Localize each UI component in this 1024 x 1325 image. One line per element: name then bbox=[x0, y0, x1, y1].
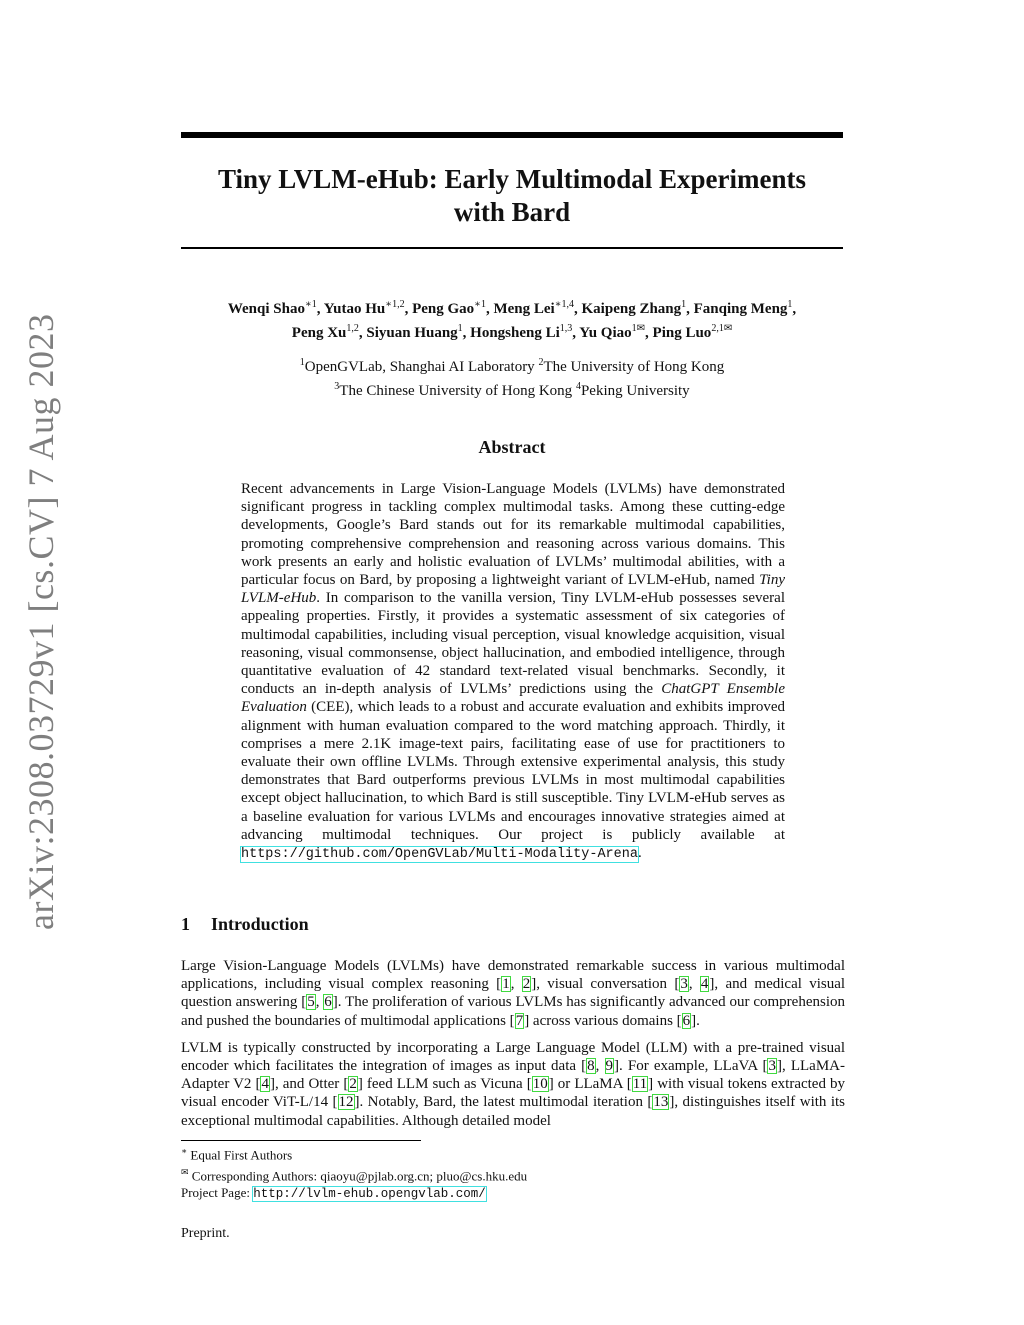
footnote-project-page: Project Page: http://lvlm-ehub.opengvlab.com/ bbox=[181, 1184, 486, 1201]
author: Peng Gao$^{∗1}$, bbox=[412, 299, 494, 317]
citation-link[interactable]: 3 bbox=[768, 1058, 776, 1075]
title-top-rule bbox=[181, 132, 843, 138]
citation-link[interactable]: 13 bbox=[653, 1094, 669, 1111]
paragraph: LVLM is typically constructed by incorporating a Large Language Model (LLM) with a pre-trained visual encoder which facilitates the integration of images as input data [8, 9]. For example, LLaVA [3], LLaMA-Adapter V2 [4], and Otter [2] feed LLM such as Vicuna [10] or LLaMA [11] with visual tokens extracted by visual encoder ViT-L/14 [12]. Notably, Bard, the latest multimodal iteration [13], distinguishes itself with its exceptional multimodal capabilities. Although detailed model bbox=[181, 1039, 846, 1129]
github-link[interactable]: https://github.com/OpenGVLab/Multi-Modality-Arena bbox=[241, 847, 638, 863]
author-list bbox=[181, 295, 843, 343]
citation-link[interactable]: 1 bbox=[502, 976, 510, 993]
citation-link[interactable]: 8 bbox=[587, 1058, 595, 1075]
author: Hongsheng Li$^{1,3}$, bbox=[470, 323, 580, 341]
project-page-link[interactable]: http://lvlm-ehub.opengvlab.com/ bbox=[253, 1186, 486, 1201]
author: Ping Luo$^{2,1✉}$ bbox=[652, 323, 733, 341]
citation-link[interactable]: 6 bbox=[682, 1012, 691, 1029]
title-line-2: with Bard bbox=[453, 197, 571, 227]
citation-link[interactable]: 7 bbox=[515, 1012, 524, 1029]
author: Yu Qiao$^{1✉}$, bbox=[579, 323, 653, 341]
section-number: 1 bbox=[181, 914, 190, 934]
affiliation: $^4$Peking University bbox=[575, 381, 690, 399]
footnote-rule bbox=[181, 1140, 421, 1141]
footnotes bbox=[181, 1143, 843, 1202]
citation-link[interactable]: 6 bbox=[324, 994, 332, 1011]
citation-link[interactable]: 12 bbox=[338, 1094, 354, 1111]
abstract-heading: Abstract bbox=[478, 437, 546, 457]
section-title: Introduction bbox=[211, 914, 309, 934]
footnote-corresponding: ✉ Corresponding Authors: qiaoyu@pjlab.org.cn; pluo@cs.hku.edu bbox=[181, 1166, 528, 1184]
author: Wenqi Shao$^{∗1}$, bbox=[227, 299, 324, 317]
affiliations bbox=[181, 353, 843, 401]
preprint-label: Preprint. bbox=[181, 1226, 230, 1241]
author: Yutao $Hu^{∗1,2}$, bbox=[323, 299, 413, 317]
introduction-body bbox=[181, 957, 845, 1139]
author: Peng Xu$^{1,2}$, bbox=[291, 323, 367, 341]
affiliation: $^1$OpenGVLab, Shanghai AI Laboratory bbox=[299, 357, 539, 375]
envelope-icon: ✉ bbox=[181, 1166, 189, 1177]
citation-link[interactable]: 4 bbox=[261, 1076, 269, 1093]
citation-link[interactable]: 10 bbox=[532, 1076, 548, 1093]
paper-title bbox=[181, 163, 843, 229]
title-line-1: Tiny LVLM-eHub: Early Multimodal Experiments bbox=[217, 164, 807, 194]
arxiv-identifier: arXiv:2308.03729v1 [cs.CV] 7 Aug 2023 bbox=[21, 313, 61, 930]
citation-link[interactable]: 2 bbox=[349, 1076, 357, 1093]
paragraph: Large Vision-Language Models (LVLMs) have demonstrated remarkable success in various multimodal applications, including visual complex reasoning [1, 2], visual conversation [3, 4], and medical visual question answering [5, 6]. The proliferation of various LVLMs has significantly advanced our comprehension and pushed the boundaries of multimodal applications [7] across various domains [6]. bbox=[181, 958, 846, 1029]
affiliation: $^2$The University of Hong Kong bbox=[538, 357, 725, 375]
title-bottom-rule bbox=[181, 247, 843, 249]
citation-link[interactable]: 2 bbox=[522, 976, 531, 993]
citation-link[interactable]: 3 bbox=[680, 976, 688, 993]
abstract-text: Recent advancements in Large Vision-Language Models (LVLMs) have demonstrated significant progress in tackling complex multimodal tasks. Among these cutting-edge developments, Google’s Bard stands out for its remarkable multimodal capabilities, promoting comprehensive comprehension and reasoning across various domains. This work presents an early and holistic evaluation of LVLMs’ multimodal abilities, with a particular focus on Bard, by proposing a lightweight variant of LVLM-eHub, named Tiny LVLM-eHub. In comparison to the vanilla version, Tiny LVLM-eHub possesses several appealing properties. Firstly, it provides a systematic assessment of six categories of multimodal capabilities, including visual perception, visual knowledge acquisition, visual reasoning, visual commonsense, object hallucination, and embodied intelligence, through quantitative evaluation of 42 standard text-related visual benchmarks. Secondly, it conducts an in-depth analysis of LVLMs’ predictions using the ChatGPT Ensemble Evaluation (CEE), which leads to a robust and accurate evaluation and exhibits improved alignment with human evaluation compared to the word matching approach. Thirdly, it comprises a mere 2.1K image-text pairs, facilitating ease of use for practitioners to evaluate their own offline LVLMs. Through extensive experimental analysis, this study demonstrates that Bard outperforms previous LVLMs in most multimodal capabilities except object hallucination, to which Bard is still susceptible. Tiny LVLM-eHub serves as a baseline evaluation for various LVLMs and encourages innovative strategies aimed at advancing multimodal techniques. Our project is publicly available at https://github.com/OpenGVLab/Multi-Modality-Arena. bbox=[241, 481, 785, 863]
citation-link[interactable]: 4 bbox=[700, 976, 709, 993]
author: Siyuan Huang$^1$, bbox=[366, 323, 471, 341]
citation-link[interactable]: 5 bbox=[307, 994, 315, 1011]
affiliation: $^3$The Chinese University of Hong Kong bbox=[334, 381, 576, 399]
section-heading-introduction bbox=[181, 914, 309, 935]
author: Meng Lei$^{∗1,4}$, bbox=[493, 299, 582, 317]
author: Kaipeng Zhang$^1$, bbox=[581, 299, 694, 317]
citation-link[interactable]: 11 bbox=[632, 1076, 648, 1093]
citation-link[interactable]: 9 bbox=[605, 1058, 614, 1075]
footnote-equal-authors: ∗ Equal First Authors bbox=[181, 1146, 293, 1163]
author: Fanqing Meng$^1$, bbox=[693, 299, 797, 317]
